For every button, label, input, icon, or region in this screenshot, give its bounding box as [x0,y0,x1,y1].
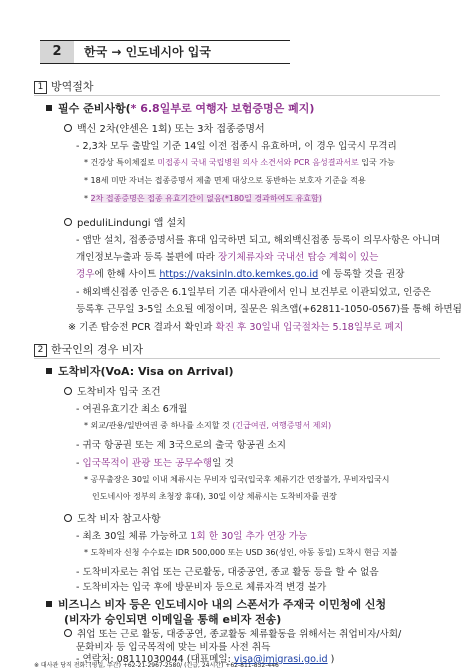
vaccine-line-2: * 건강상 특이체질로 미접종시 국내 국립병원 의사 소견서와 PCR 음성결과서로 입국 가능 [84,158,395,167]
cond-line-5: * 공무출장은 30일 이내 체류시는 무비자 입국(입국후 체류기간 연장불가, 무비자입국시 [84,475,390,484]
subsection-quarantine [34,78,94,94]
voa-notes: 도착 비자 참고사항 [64,510,161,525]
visa-email-link[interactable]: visa@imigrasi.go.id [233,654,328,665]
app-line-2: 개인정보누출과 등록 불편에 따라 장기체류자와 국내선 탑승 계획이 있는 [76,252,379,263]
cond-line-1: - 여권유효기간 최소 6개월 [76,404,188,415]
business-visa-sub: (비자가 승인되면 이메일을 통해 e비자 전송) [64,613,282,626]
contact-line: - 연락처: 08111030044 (대표메일: visa@imigrasi.go.id ) [76,654,335,665]
subsection-title: 방역절차 [51,80,94,93]
cond-line-6: 인도네시아 정부의 초청장 휴대), 30일 이상 체류시는 도착비자를 권장 [92,492,337,501]
pro-line-3: - 도착비자로는 취업 또는 근로활동, 대중공연, 종교 활동 등을 할 수 없음 [76,567,379,578]
cond-line-4: - 입국목적이 관광 또는 공무수행일 것 [76,458,234,469]
square-bullet-icon [46,368,52,374]
visa-on-arrival: 도착비자(VoA: Visa on Arrival) [46,363,234,379]
pro-line-2: * 도착비자 신청 수수료는 IDR 500,000 또는 USD 36(성인, 아동 동일) 도착시 현금 지불 [84,548,398,557]
app-line-4: - 해외백신접종 인증은 6.1일부터 기존 대사관에서 인니 보건부로 이관되었고, 인증은 [76,287,432,298]
section-number: 2 [40,41,74,63]
subsection-title: 한국인의 경우 비자 [51,343,144,356]
square-bullet-icon [46,601,52,607]
vaccine-certificate: 백신 2차(얀센은 1회) 또는 3차 접종증명서 [64,120,265,135]
pro-line-4: - 도착비자는 입국 후에 방문비자 등으로 체류자격 변경 불가 [76,582,327,593]
pcr-note: ※ 기존 탑승전 PCR 결과서 확인과 확진 후 30일내 입국절차는 5.18일부로 폐지 [68,322,404,333]
vaccine-site-link[interactable]: https://vaksinln.dto.kemkes.go.id [159,269,319,280]
circle-bullet-icon [64,218,72,226]
cond-line-3: - 귀국 항공권 또는 제 3국으로의 출국 항공권 소지 [76,440,287,451]
vaccine-line-1: - 2,3차 모두 출발일 기준 14일 이전 접종시 유효하며, 이 경우 입국시 무격리 [76,141,397,152]
vaccine-line-4: * 2차 접종증명은 접종 유효기간이 없음(*180일 경과하여도 유효함) [84,194,322,203]
circle-bullet-icon [64,514,72,522]
circle-bullet-icon [64,629,72,637]
circle-bullet-icon [64,124,72,132]
subsection-visa [34,341,143,357]
section-header [40,40,290,64]
section-title: 한국 → 인도네시아 입국 [84,45,211,59]
divider [34,95,440,96]
subsection-number: 1 [34,81,47,94]
subsection-number: 2 [34,344,47,357]
biz-line-2: 문화비자 등 입국목적에 맞는 비자를 사전 취득 [76,642,271,653]
vaccine-line-3: * 18세 미만 자녀는 접종증명서 제출 면제 대상으로 동반하는 보호자 기준을 적용 [84,176,366,185]
circle-bullet-icon [64,387,72,395]
voa-conditions: 도착비자 입국 조건 [64,383,161,398]
biz-line-1: 취업 또는 근로 활동, 대중공연, 종교활동 체류활동을 위해서는 취업비자/사회/ [64,626,401,640]
pro-line-1: - 최초 30일 체류 가능하고 1회 한 30일 추가 연장 가능 [76,531,308,542]
divider [34,358,440,359]
app-install: peduliLindungi 앱 설치 [64,214,186,229]
app-line-5: 등록후 근무일 3-5일 소요될 예정이며, 질문은 워츠앱(+62811-1050-0567)를 통해 하면됨 [76,304,462,315]
app-line-3: 경우에 한해 사이트 https://vaksinln.dto.kemkes.go.id 에 등록할 것을 권장 [76,269,405,280]
cond-line-2: * 외교/관용/일반여권 중 하나를 소지할 것 (긴급여권, 여행증명서 제외) [84,421,332,430]
business-visa: 비즈니스 비자 등은 인도네시아 내의 스폰서가 주재국 이민청에 신청 [46,596,386,612]
app-line-1: - 앱만 설치, 접종증명서를 휴대 입국하면 되고, 해외백신접종 등록이 의무사항은 아니며 [76,235,441,246]
square-bullet-icon [46,105,52,111]
required-items: 필수 준비사항(* 6.8일부로 여행자 보험증명은 폐지) [46,100,314,116]
footer-embassy-phone: ※ 대사관 당직 전화: (평일, 주간) +62-21-2967-2580/ (긴급, 24시간) +62-811-852-446 [34,662,279,669]
